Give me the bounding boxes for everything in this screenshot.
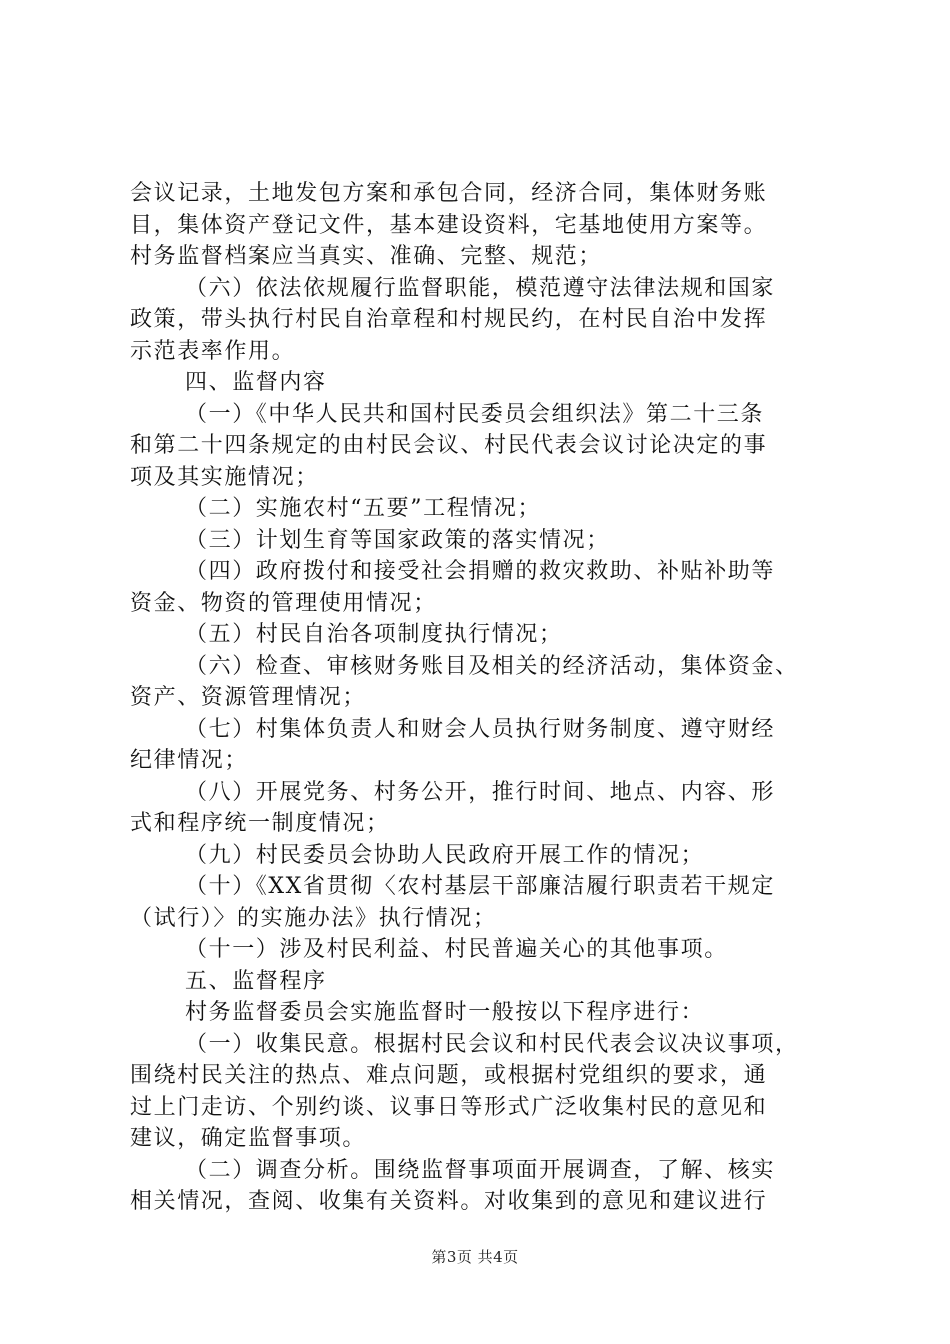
text-line: （试行）〉的实施办法》执行情况； <box>130 905 497 931</box>
text-line: （十）《XX省贯彻〈农村基层干部廉洁履行职责若干规定 <box>185 874 775 899</box>
text-line: 式和程序统一制度情况； <box>130 811 390 836</box>
text-line: 和第二十四条规定的由村民会议、村民代表会议讨论决定的事 <box>130 433 768 458</box>
text-line: （八）开展党务、村务公开，推行时间、地点、内容、形 <box>185 779 776 805</box>
text-line: （二）实施农村“五要”工程情况； <box>185 496 542 521</box>
text-line: 目，集体资产登记文件，基本建设资料，宅基地使用方案等。 <box>130 212 768 238</box>
text-line: （六）依法依规履行监督职能，模范遵守法律法规和国家 <box>185 275 776 301</box>
text-line: 村务监督档案应当真实、准确、完整、规范； <box>130 244 603 269</box>
text-line: （六）检查、审核财务账目及相关的经济活动，集体资金、 <box>185 653 799 679</box>
text-line: 政策，带头执行村民自治章程和村规民约，在村民自治中发挥 <box>130 307 768 332</box>
text-line: 四、监督内容 <box>185 370 327 395</box>
text-line: （十一）涉及村民利益、村民普遍关心的其他事项。 <box>185 937 728 962</box>
text-line: 围绕村民关注的热点、难点问题，或根据村党组织的要求，通 <box>130 1063 768 1088</box>
text-line: （七）村集体负责人和财会人员执行财务制度、遵守财经 <box>185 716 776 742</box>
text-line: （二）调查分析。围绕监督事项面开展调查，了解、核实 <box>185 1157 776 1183</box>
text-line: 相关情况，查阅、收集有关资料。对收集到的意见和建议进行 <box>130 1189 768 1214</box>
text-line: （四）政府拨付和接受社会捐赠的救灾救助、补贴补助等 <box>185 559 776 584</box>
text-line: 过上门走访、个别约谈、议事日等形式广泛收集村民的意见和 <box>130 1094 768 1120</box>
text-line: 纪律情况； <box>130 748 249 773</box>
text-line: 五、监督程序 <box>185 968 327 994</box>
text-line: （五）村民自治各项制度执行情况； <box>185 622 563 647</box>
text-line: 建议，确定监督事项。 <box>130 1126 367 1151</box>
text-line: （一）《中华人民共和国村民委员会组织法》第二十三条 <box>185 401 765 427</box>
text-line: 示范表率作用。 <box>130 338 296 364</box>
text-line: 项及其实施情况； <box>130 464 319 490</box>
text-line: 资金、物资的管理使用情况； <box>130 590 437 616</box>
text-line: （一）收集民意。根据村民会议和村民代表会议决议事项， <box>185 1031 799 1057</box>
text-line: 资产、资源管理情况； <box>130 685 367 710</box>
page-footer: 第3页 共4页 <box>431 1248 519 1266</box>
document-body <box>130 178 840 1218</box>
text-line: （三）计划生育等国家政策的落实情况； <box>185 527 610 553</box>
text-line: 村务监督委员会实施监督时一般按以下程序进行： <box>185 1000 705 1025</box>
text-line: （九）村民委员会协助人民政府开展工作的情况； <box>185 842 705 868</box>
text-line: 会议记录，土地发包方案和承包合同，经济合同，集体财务账 <box>130 181 768 206</box>
